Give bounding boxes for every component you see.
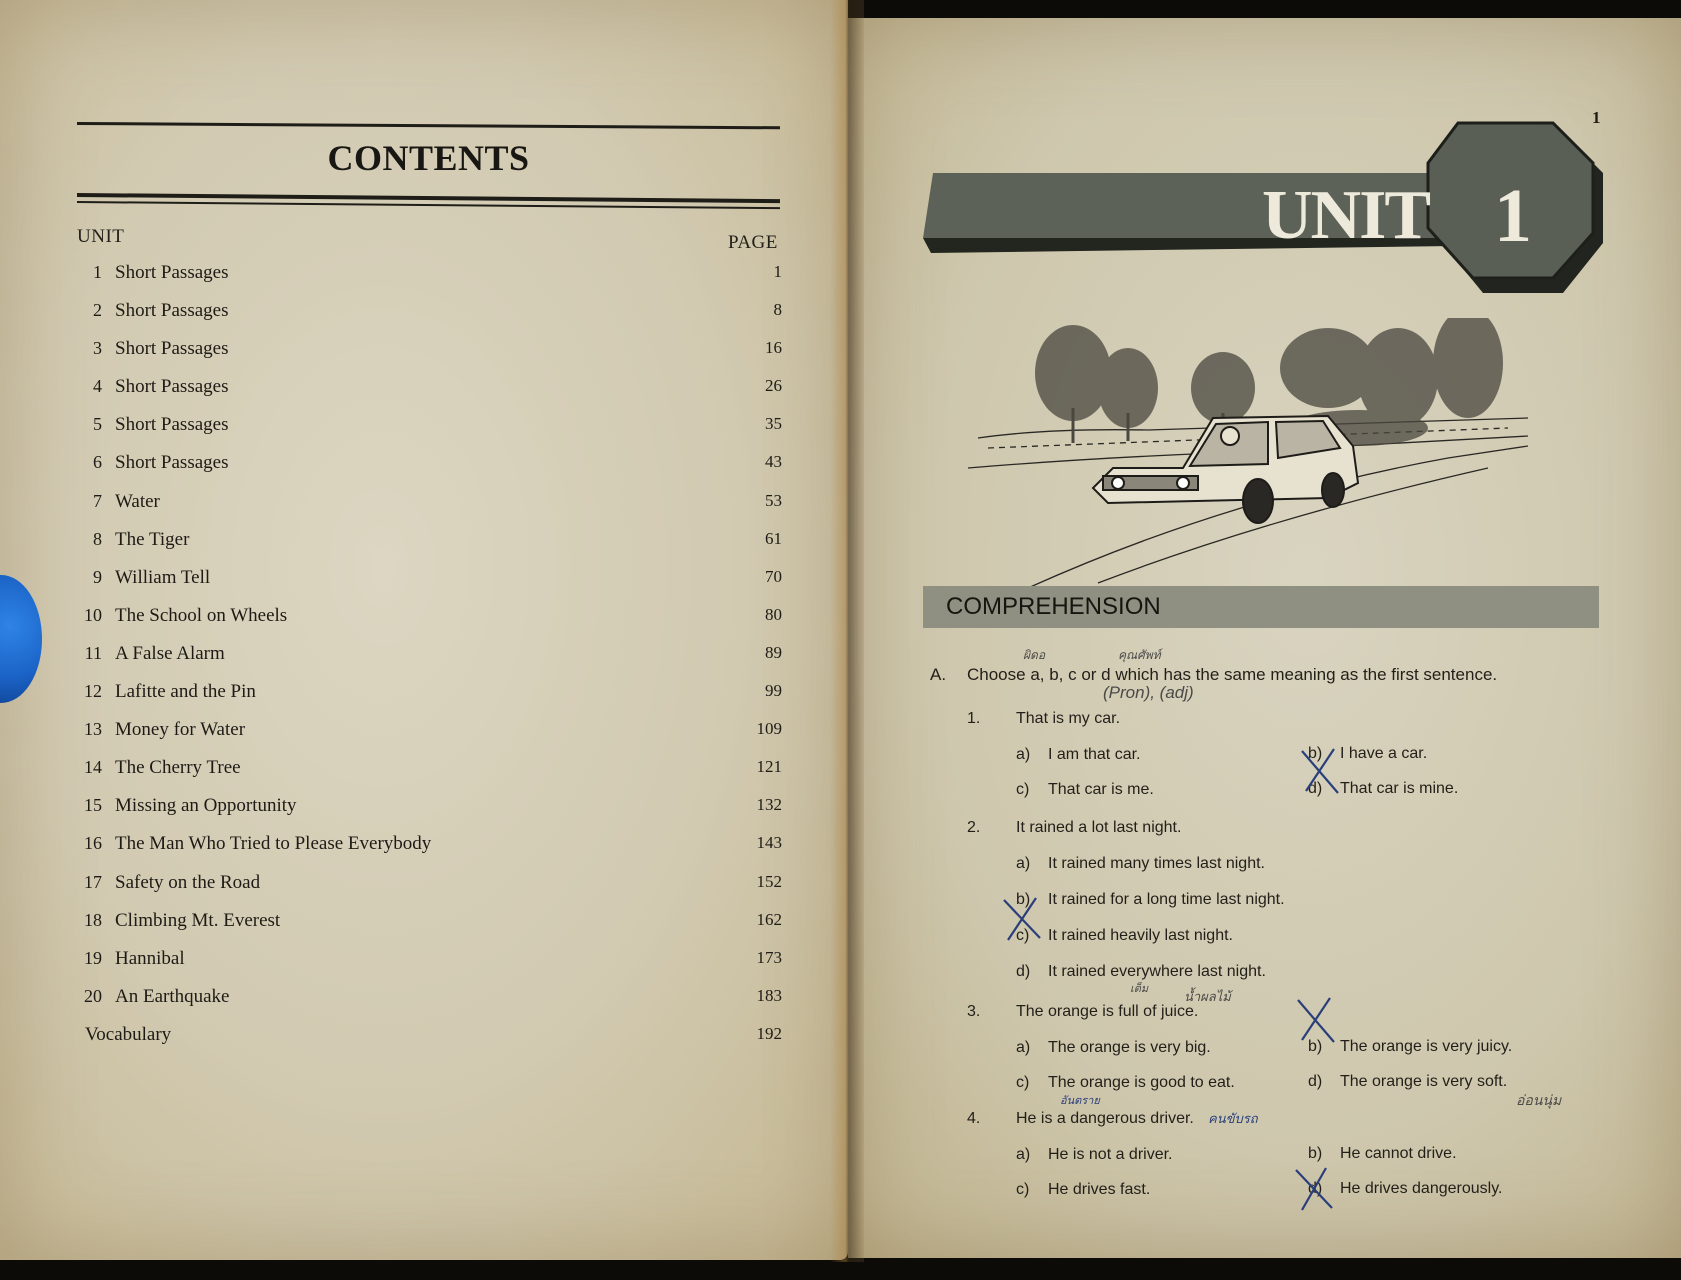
answer-option-b [1016,891,1285,909]
unit-title: William Tell [115,566,211,588]
option-text: I am that car. [1048,746,1141,763]
answer-option-d [1308,1073,1507,1091]
option-label: a) [1016,1146,1031,1163]
page-ref: 26 [765,376,782,396]
contents-entry [77,414,782,452]
page-column-header: PAGE [728,232,778,253]
unit-number: 4 [93,376,102,397]
handwriting-pron-adj: (Pron), (adj) [1103,683,1194,702]
page-ref: 89 [765,642,782,662]
unit-number: 11 [84,642,102,663]
unit-number: 2 [93,300,102,321]
page-ref: 43 [765,452,782,472]
option-text: He drives fast. [1048,1181,1151,1198]
unit-number: 7 [93,490,102,511]
answer-option-c [1016,927,1233,945]
unit-title: Short Passages [115,452,229,474]
answer-option-a [1016,1146,1173,1164]
contents-entry [77,262,782,300]
unit-number: 16 [84,833,102,854]
handwriting-note: อันตราย [1060,1095,1100,1107]
contents-entry [77,376,782,414]
answer-cross-mark [1000,894,1044,944]
contents-entry [77,948,782,986]
exercise-letter: A. [930,665,947,684]
answer-option-a [1016,855,1265,873]
unit-number: 1 [1494,174,1532,258]
page-ref: 173 [756,947,782,967]
unit-title: The Man Who Tried to Please Everybody [115,833,432,855]
page-ref: 70 [765,566,782,586]
unit-title: Short Passages [115,262,229,283]
page-ref: 183 [756,985,782,1005]
unit-title: Lafitte and the Pin [115,681,256,703]
unit-title: Missing an Opportunity [115,795,297,817]
page-ref: 80 [765,604,782,624]
contents-entry [77,567,782,605]
option-label: a) [1016,855,1031,872]
contents-entry [77,986,782,1024]
unit-title: Climbing Mt. Everest [115,909,281,931]
option-text: He cannot drive. [1340,1145,1457,1162]
unit-number: 13 [84,719,102,740]
answer-cross-mark [1294,994,1338,1046]
handwriting-note: คุณศัพท์ [1118,648,1161,662]
contents-entry [77,910,782,948]
car [1093,416,1358,523]
unit-title: Vocabulary [85,1023,172,1045]
handwriting-note: ผิดอ [1023,648,1046,662]
option-label: b) [1308,1038,1323,1055]
handwriting-note: คนขับรถ [1208,1111,1258,1126]
unit-title: Safety on the Road [115,871,261,893]
page-ref: 132 [756,795,782,815]
book-gutter [830,0,864,1262]
option-label: c) [1016,927,1030,944]
unit-title: The School on Wheels [115,604,288,626]
page-ref: 152 [756,871,782,891]
unit-number: 8 [93,528,102,549]
question-text: He is a dangerous driver. [1016,1110,1194,1127]
option-text: That car is me. [1048,781,1154,798]
unit-title: The Cherry Tree [115,757,241,779]
answer-option-c [1016,1074,1235,1092]
contents-entry [77,452,782,490]
contents-entry [77,605,782,643]
option-label: c) [1016,1181,1030,1198]
option-label: d) [1308,780,1323,797]
answer-option-c [1016,1181,1150,1199]
contents-entry [77,1024,782,1062]
unit-number: 19 [84,947,102,968]
unit-number: 10 [84,604,102,625]
page-ref: 121 [756,757,782,777]
contents-entry [77,529,782,567]
unit-number: 18 [84,909,102,930]
unit-title: Hannibal [115,947,185,969]
contents-entry [77,491,782,529]
question-text: The orange is full of juice. [1016,1003,1199,1020]
contents-entry [77,643,782,681]
section-title: COMPREHENSION [946,593,1161,620]
unit-1-page [848,18,1681,1258]
option-text: It rained for a long time last night. [1048,891,1285,908]
question-number: 4. [967,1110,981,1127]
blue-thumb-object [0,575,42,703]
contents-entry [77,757,782,795]
page-ref: 8 [773,300,782,320]
question-number: 3. [967,1003,981,1020]
answer-cross-mark [1298,745,1342,797]
page-ref: 99 [765,681,782,701]
option-text: The orange is very big. [1048,1039,1211,1056]
answer-option-d [1308,1180,1502,1198]
unit-number: 9 [93,566,102,587]
contents-entry [77,300,782,338]
unit-word: UNIT [1261,177,1430,254]
option-label: c) [1016,781,1030,798]
unit-title: Short Passages [115,300,229,322]
page-ref: 192 [756,1023,782,1043]
contents-entry [77,681,782,719]
answer-option-a [1016,1039,1211,1057]
contents-entry [77,833,782,871]
answer-cross-mark [1292,1164,1336,1214]
option-label: b) [1308,745,1323,762]
handwriting-note: น้ำผลไม้ [1184,989,1231,1004]
option-text: He drives dangerously. [1340,1180,1503,1197]
option-text: The orange is very soft. [1340,1073,1508,1090]
contents-list [77,262,782,1062]
top-rule [77,122,780,129]
unit-number: 5 [93,414,102,435]
unit-title: Money for Water [115,719,246,741]
page-number: 1 [1592,108,1601,127]
option-label: b) [1016,891,1031,908]
contents-title: CONTENTS [327,138,530,178]
unit-number: 14 [84,757,102,778]
question-number: 1. [967,710,981,727]
option-label: a) [1016,746,1031,763]
option-label: d) [1308,1073,1323,1090]
unit-number: 15 [84,795,102,816]
question-text: That is my car. [1016,710,1121,727]
option-text: The orange is very juicy. [1340,1038,1513,1055]
page-ref: 1 [773,262,782,281]
option-label: b) [1308,1145,1323,1162]
unit-column-header: UNIT [77,226,125,247]
option-text: It rained heavily last night. [1048,927,1233,944]
page-ref: 109 [756,719,782,739]
option-label: d) [1016,963,1031,980]
unit-number: 17 [84,871,102,892]
option-text: That car is mine. [1340,780,1459,797]
unit-number: 6 [93,452,102,473]
question-number: 2. [967,819,981,836]
answer-option-b [1308,1038,1512,1056]
page-ref: 16 [765,338,782,358]
answer-option-b [1308,1145,1457,1163]
page-ref: 35 [765,414,782,434]
unit-title: An Earthquake [115,985,230,1007]
unit-title: The Tiger [115,528,190,550]
unit-title: A False Alarm [115,642,225,664]
page-ref: 61 [765,528,782,548]
page-ref: 143 [756,833,782,853]
car-illustration [968,318,1528,588]
unit-title: Water [115,490,160,512]
contents-entry [77,872,782,910]
option-label: c) [1016,1074,1030,1091]
contents-entry [77,719,782,757]
unit-number: 20 [84,985,102,1006]
unit-number: 3 [93,338,102,359]
option-text: I have a car. [1340,745,1428,762]
page-ref: 162 [756,909,782,929]
answer-option-c [1016,781,1154,799]
option-text: It rained many times last night. [1048,855,1265,872]
handwriting-note: เต็ม [1130,983,1149,995]
exercise-instruction: Choose a, b, c or d which has the same meaning as the first sentence. [967,665,1498,684]
option-text: It rained everywhere last night. [1048,963,1266,980]
question-text: It rained a lot last night. [1016,819,1182,836]
contents-entry [77,338,782,376]
unit-number: 12 [84,681,102,702]
unit-title: Short Passages [115,414,229,436]
contents-entry [77,795,782,833]
page-ref: 53 [765,490,782,510]
answer-option-a [1016,746,1140,764]
option-text: The orange is good to eat. [1048,1074,1235,1091]
option-text: He is not a driver. [1048,1146,1173,1163]
contents-page [0,0,848,1260]
option-label: a) [1016,1039,1031,1056]
unit-title: Short Passages [115,376,229,398]
handwriting-note: อ่อนนุ่ม [1516,1092,1562,1108]
unit-number: 1 [93,262,102,282]
option-label: d) [1308,1180,1323,1197]
unit-title: Short Passages [115,338,229,360]
